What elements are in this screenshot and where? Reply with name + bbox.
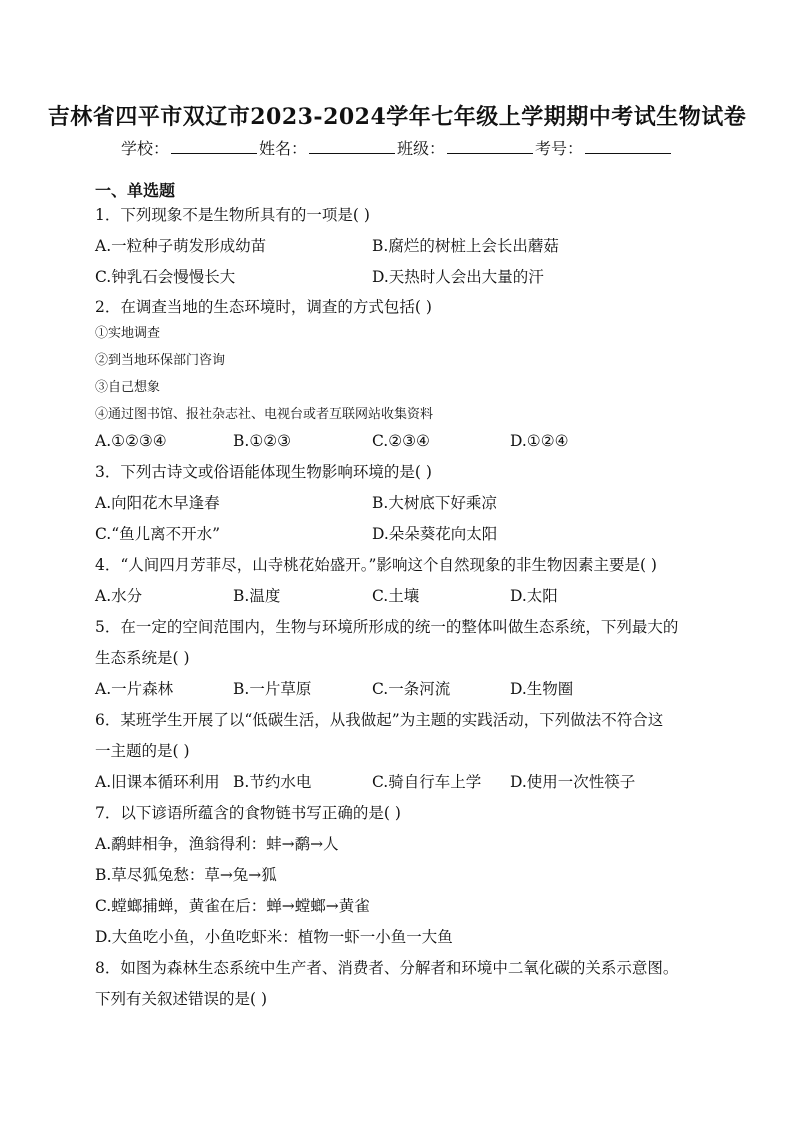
question-2-option-a[interactable]: A.①②③④ — [95, 432, 167, 450]
question-3-option-c[interactable]: C.“鱼儿离不开水” — [95, 525, 221, 543]
question-2-stem: 2．在调查当地的生态环境时，调查的方式包括( ) — [95, 298, 432, 316]
question-3-option-a[interactable]: A.向阳花木早逢春 — [95, 494, 220, 512]
question-6-stem-line-1: 6．某班学生开展了以“低碳生活，从我做起”为主题的实践活动，下列做法不符合这 — [95, 711, 664, 729]
question-1-stem: 1．下列现象不是生物所具有的一项是( ) — [95, 206, 370, 224]
question-5-option-c[interactable]: C.一条河流 — [372, 680, 451, 698]
question-7-option-d[interactable]: D.大鱼吃小鱼，小鱼吃虾米：植物一虾一小鱼一大鱼 — [95, 928, 453, 946]
question-4-option-a[interactable]: A.水分 — [95, 587, 143, 605]
exam-no-blank[interactable] — [585, 139, 671, 154]
question-4-option-c[interactable]: C.土壤 — [372, 587, 420, 605]
question-2-option-b[interactable]: B.①②③ — [233, 432, 292, 450]
question-5-option-d[interactable]: D.生物圈 — [510, 680, 574, 698]
exam-no-label: 考号： — [535, 139, 584, 158]
class-blank[interactable] — [447, 139, 533, 154]
question-5-stem-line-1: 5．在一定的空间范围内，生物与环境所形成的统一的整体叫做生态系统，下列最大的 — [95, 618, 679, 636]
question-6-option-c[interactable]: C.骑自行车上学 — [372, 773, 482, 791]
question-4-stem: 4．“人间四月芳菲尽，山寺桃花始盛开。”影响这个自然现象的非生物因素主要是( ) — [95, 556, 657, 574]
question-7-option-a[interactable]: A.鹬蚌相争，渔翁得利：蚌→鹬→人 — [95, 835, 339, 853]
question-6-option-d[interactable]: D.使用一次性筷子 — [510, 773, 636, 791]
question-2-item-1: ①实地调查 — [95, 326, 161, 341]
question-5-option-b[interactable]: B.一片草原 — [233, 680, 312, 698]
question-3-option-b[interactable]: B.大树底下好乘凉 — [372, 494, 497, 512]
school-blank[interactable] — [171, 139, 257, 154]
question-5-option-a[interactable]: A.一片森林 — [95, 680, 174, 698]
question-2-item-3: ③自己想象 — [95, 380, 161, 395]
question-6-option-b[interactable]: B.节约水电 — [233, 773, 312, 791]
question-6-option-a[interactable]: A.旧课本循环利用 — [95, 773, 220, 791]
question-1-option-a[interactable]: A.一粒种子萌发形成幼苗 — [95, 237, 267, 255]
question-4-option-b[interactable]: B.温度 — [233, 587, 281, 605]
question-1-option-c[interactable]: C.钟乳石会慢慢长大 — [95, 268, 236, 286]
question-7-option-c[interactable]: C.螳螂捕蝉，黄雀在后：蝉→螳螂→黄雀 — [95, 897, 370, 915]
name-blank[interactable] — [309, 139, 395, 154]
question-8-stem-line-1: 8．如图为森林生态系统中生产者、消费者、分解者和环境中二氧化碳的关系示意图。 — [95, 959, 679, 977]
section-heading: 一、单选题 — [95, 181, 176, 200]
student-info-row — [0, 136, 794, 159]
name-label: 姓名： — [258, 139, 307, 158]
question-2-item-4: ④通过图书馆、报社杂志社、电视台或者互联网站收集资料 — [95, 407, 434, 422]
question-2-item-2: ②到当地环保部门咨询 — [95, 353, 226, 368]
question-7-stem: 7．以下谚语所蕴含的食物链书写正确的是( ) — [95, 804, 401, 822]
question-1-option-b[interactable]: B.腐烂的树桩上会长出蘑菇 — [372, 237, 559, 255]
class-label: 班级： — [397, 139, 446, 158]
question-1-option-d[interactable]: D.天热时人会出大量的汗 — [372, 268, 544, 286]
question-8-stem-line-2: 下列有关叙述错误的是( ) — [95, 990, 268, 1008]
question-2-option-c[interactable]: C.②③④ — [372, 432, 430, 450]
question-4-option-d[interactable]: D.太阳 — [510, 587, 558, 605]
question-7-option-b[interactable]: B.草尽狐兔愁：草→兔→狐 — [95, 866, 277, 884]
question-5-stem-line-2: 生态系统是( ) — [95, 649, 190, 667]
question-3-option-d[interactable]: D.朵朵葵花向太阳 — [372, 525, 498, 543]
question-2-option-d[interactable]: D.①②④ — [510, 432, 569, 450]
question-6-stem-line-2: 一主题的是( ) — [95, 742, 190, 760]
page-title: 吉林省四平市双辽市2023-2024学年七年级上学期期中考试生物试卷 — [47, 104, 747, 130]
question-3-stem: 3．下列古诗文或俗语能体现生物影响环境的是( ) — [95, 463, 432, 481]
school-label: 学校： — [120, 139, 169, 158]
